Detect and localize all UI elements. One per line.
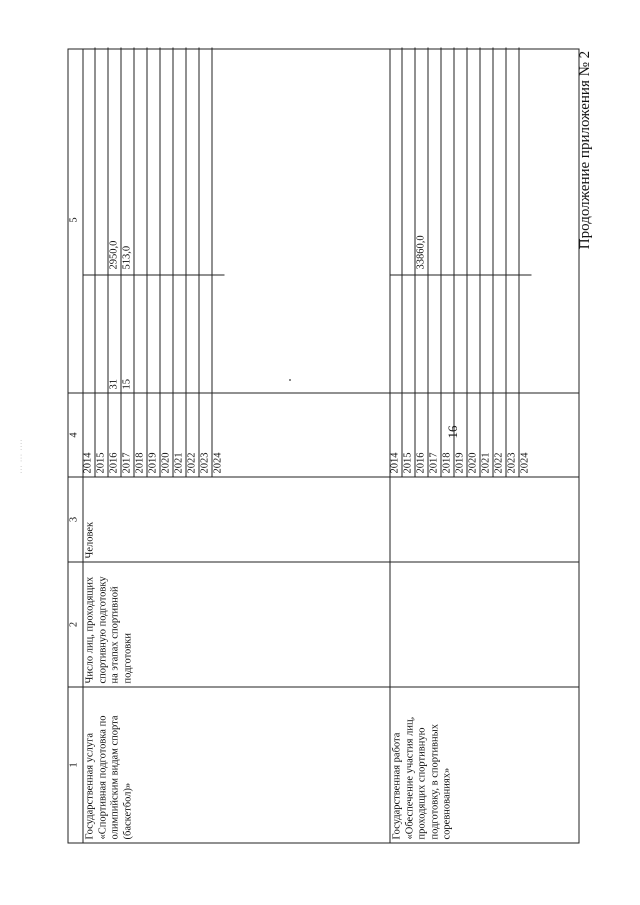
value-line <box>135 48 148 393</box>
quantity-value <box>520 275 532 390</box>
table-row <box>83 50 391 843</box>
year-cell: 2015 <box>96 394 109 477</box>
year-cell: 2018 <box>135 394 148 477</box>
quantity-value <box>455 275 467 390</box>
column-header-5: 5 <box>68 217 80 223</box>
value-line <box>429 48 442 393</box>
quantity-value <box>96 275 108 390</box>
quantity-value <box>390 275 402 390</box>
data-table-rotated <box>68 49 580 844</box>
column-header-2: 2 <box>69 562 83 687</box>
year-cell: 2017 <box>429 394 442 477</box>
column-header-3: 3 <box>69 477 83 562</box>
value-line <box>174 48 187 393</box>
scan-mark: ··· ··· ···· <box>18 438 26 474</box>
data-table <box>68 49 580 844</box>
quantity-value <box>174 275 186 390</box>
year-cell: 2015 <box>403 394 416 477</box>
quantity-value <box>200 275 212 390</box>
year-cell: 2021 <box>481 394 494 477</box>
value-line <box>83 48 96 393</box>
amount-value: 33860,0 <box>415 235 427 270</box>
year-cell: 2019 <box>455 394 468 477</box>
quantity-value <box>213 275 225 390</box>
page-number: 16 <box>445 425 460 439</box>
service-name-cell: Государственная работа «Обеспечение участия лиц, проходящих спортивную подготовку, в спортивных соревнованиях» <box>390 687 580 843</box>
service-name-cell: Государственная услуга «Спортивная подготовка по олимпийским видам спорта (баскетбол)» <box>83 687 390 843</box>
value-line <box>109 48 122 393</box>
quantity-value <box>507 275 519 390</box>
year-cell: 2024 <box>519 452 531 474</box>
value-line <box>161 48 174 393</box>
table-header-row <box>69 50 84 843</box>
amount-value: 513,0 <box>121 245 133 270</box>
quantity-value <box>135 275 147 390</box>
year-column <box>83 393 390 477</box>
quantity-value <box>148 275 160 390</box>
value-line <box>416 48 429 393</box>
value-line <box>200 48 213 393</box>
quantity-value <box>494 275 506 390</box>
year-column <box>390 393 580 477</box>
year-cell: 2022 <box>187 394 200 477</box>
quantity-value <box>468 275 480 390</box>
value-line <box>187 48 200 393</box>
quantity-value <box>83 275 95 390</box>
quantity-value <box>429 275 441 390</box>
year-cell: 2014 <box>390 394 403 477</box>
column-header-4: 4 <box>69 393 83 477</box>
quantity-value <box>161 275 173 390</box>
value-line <box>148 48 161 393</box>
quantity-value <box>187 275 199 390</box>
year-cell: 2017 <box>122 394 135 477</box>
value-line <box>403 48 416 393</box>
value-line <box>507 48 520 393</box>
year-cell: 2016 <box>109 394 122 477</box>
table-row <box>390 50 580 843</box>
value-line <box>390 48 403 393</box>
value-line <box>455 48 468 393</box>
value-line <box>442 48 455 393</box>
year-cell: 2018 <box>442 394 455 477</box>
values-column <box>390 48 580 393</box>
indicator-name-cell: Число лиц, проходящих спортивную подготовку на этапах спортивной подготовки <box>83 562 390 687</box>
values-column <box>83 48 390 393</box>
year-cell: 2019 <box>148 394 161 477</box>
quantity-value <box>403 275 415 390</box>
year-cell: 2020 <box>161 394 174 477</box>
quantity-value <box>416 275 428 390</box>
amount-value: 2950,0 <box>108 240 120 270</box>
unit-cell <box>390 477 580 562</box>
quantity-value: 31 <box>109 275 121 390</box>
column-header-1: 1 <box>69 687 83 843</box>
year-cell: 2024 <box>212 452 224 474</box>
year-cell: 2014 <box>83 394 96 477</box>
year-cell: 2020 <box>468 394 481 477</box>
quantity-value <box>442 275 454 390</box>
value-line <box>122 48 135 393</box>
value-line <box>494 48 507 393</box>
indicator-name-cell <box>390 562 580 687</box>
value-line <box>468 48 481 393</box>
value-line <box>213 48 226 393</box>
continuation-title: Продолжение приложения № 2 <box>577 50 593 250</box>
value-line <box>481 48 494 393</box>
year-cell: 2021 <box>174 394 187 477</box>
year-cell: 2016 <box>416 394 429 477</box>
year-cell: 2022 <box>494 394 507 477</box>
year-cell: 2023 <box>507 394 520 477</box>
value-line <box>520 48 533 393</box>
quantity-value: 15 <box>122 275 134 390</box>
year-cell: 2023 <box>200 394 213 477</box>
value-line <box>96 48 109 393</box>
unit-cell: Человек <box>83 477 390 562</box>
quantity-value <box>481 275 493 390</box>
